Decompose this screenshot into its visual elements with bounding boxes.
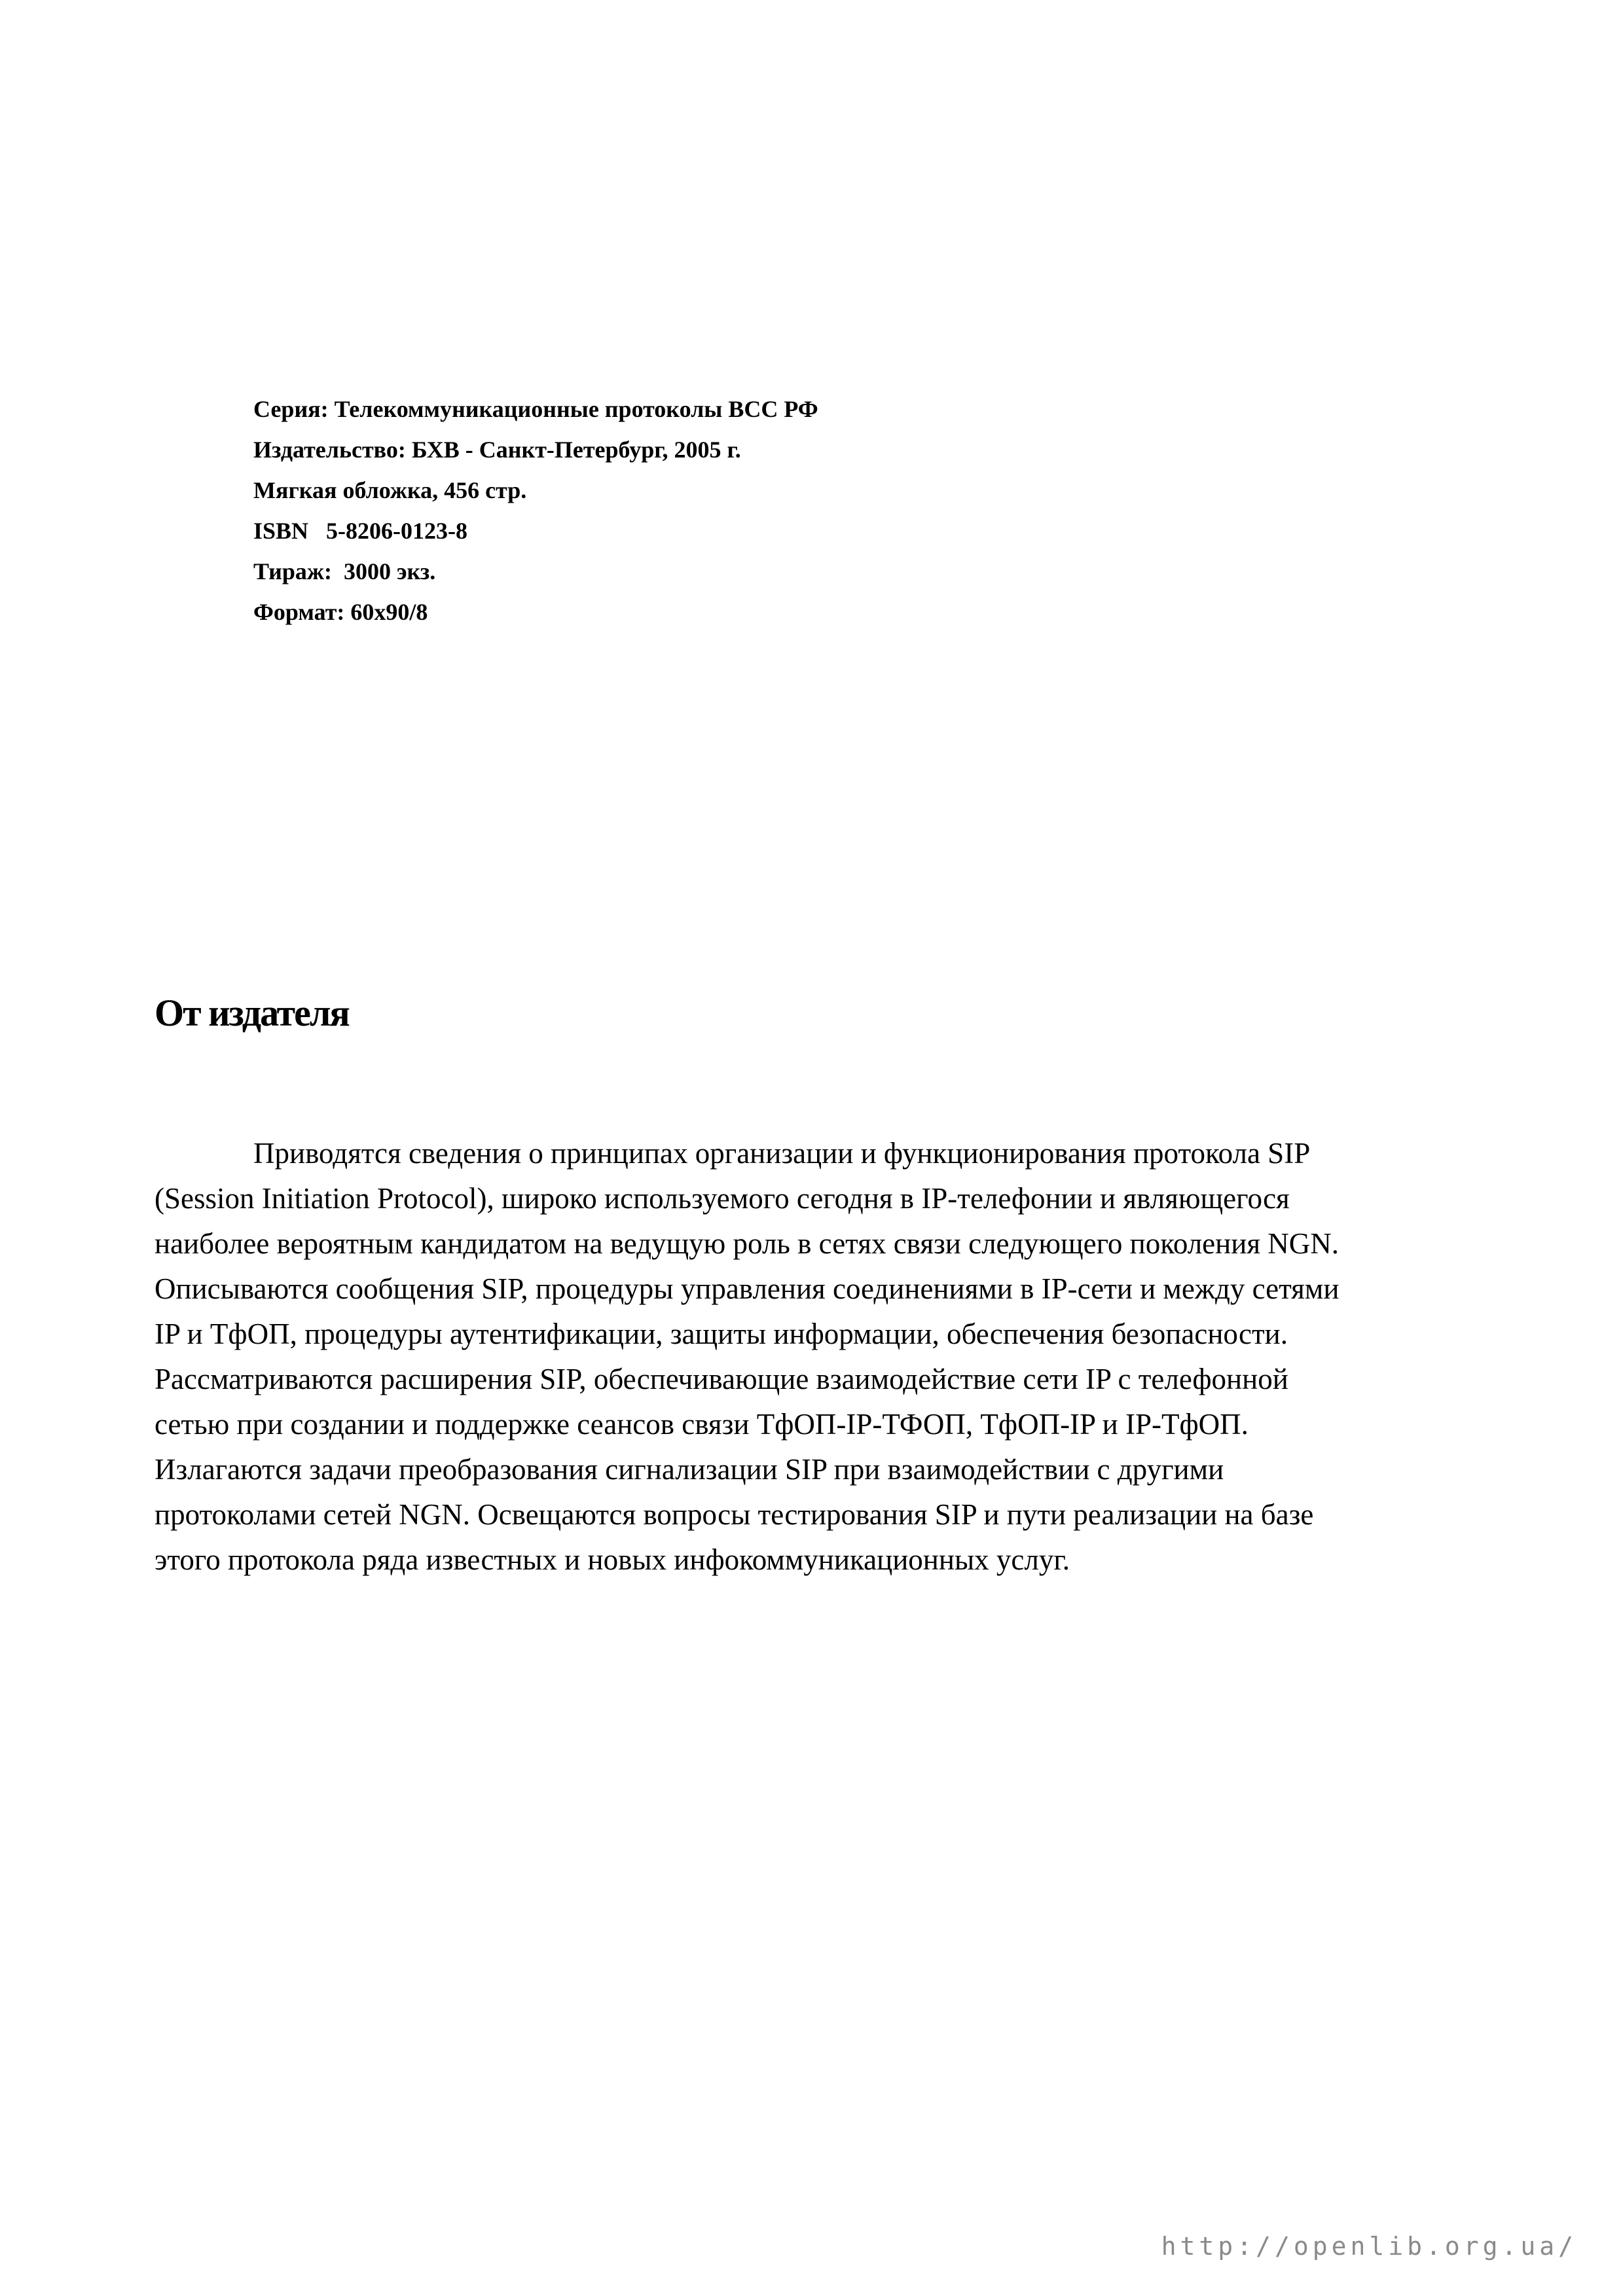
paragraph-line: этого протокола ряда известных и новых инфокоммуникационных услуг. [155, 1543, 1070, 1576]
publication-info [253, 389, 1366, 632]
series-line: Серия: Телекоммуникационные протоколы ВСС РФ [253, 396, 818, 422]
binding-line: Мягкая обложка, 456 стр. [253, 477, 527, 503]
isbn-line: ISBN 5-8206-0123-8 [253, 518, 468, 544]
paragraph-line: Рассматриваются расширения SIP, обеспечивающие взаимодействие сети IP с телефонной [155, 1363, 1288, 1395]
paragraph-line: IP и ТфОП, процедуры аутентификации, защиты информации, обеспечения безопасности. [155, 1318, 1288, 1350]
paragraph-line: сетью при создании и поддержке сеансов связи ТфОП-IP-ТФОП, ТфОП-IP и IP-ТфОП. [155, 1408, 1249, 1441]
paragraph-line: Приводятся сведения о принципах организации и функционирования протокола SIP [253, 1137, 1311, 1170]
paragraph-line: (Session Initiation Protocol), широко используемого сегодня в IP-телефонии и являющегося [155, 1182, 1290, 1215]
print-run-line: Тираж: 3000 экз. [253, 558, 436, 584]
paragraph-line: Описываются сообщения SIP, процедуры управления соединениями в IP-сети и между сетями [155, 1272, 1340, 1305]
format-line: Формат: 60х90/8 [253, 599, 428, 625]
paragraph-line: протоколами сетей NGN. Освещаются вопросы тестирования SIP и пути реализации на базе [155, 1498, 1314, 1531]
section-heading: От издателя [155, 992, 349, 1034]
paragraph-line: Излагаются задачи преобразования сигнализации SIP при взаимодействии с другими [155, 1453, 1224, 1486]
section-paragraph [155, 1131, 1477, 1583]
source-url-watermark: http://openlib.org.ua/ [1161, 2232, 1577, 2261]
publisher-line: Издательство: БХВ - Санкт-Петербург, 2005 г. [253, 437, 741, 463]
paragraph-line: наиболее вероятным кандидатом на ведущую роль в сетях связи следующего поколения NGN. [155, 1227, 1340, 1260]
